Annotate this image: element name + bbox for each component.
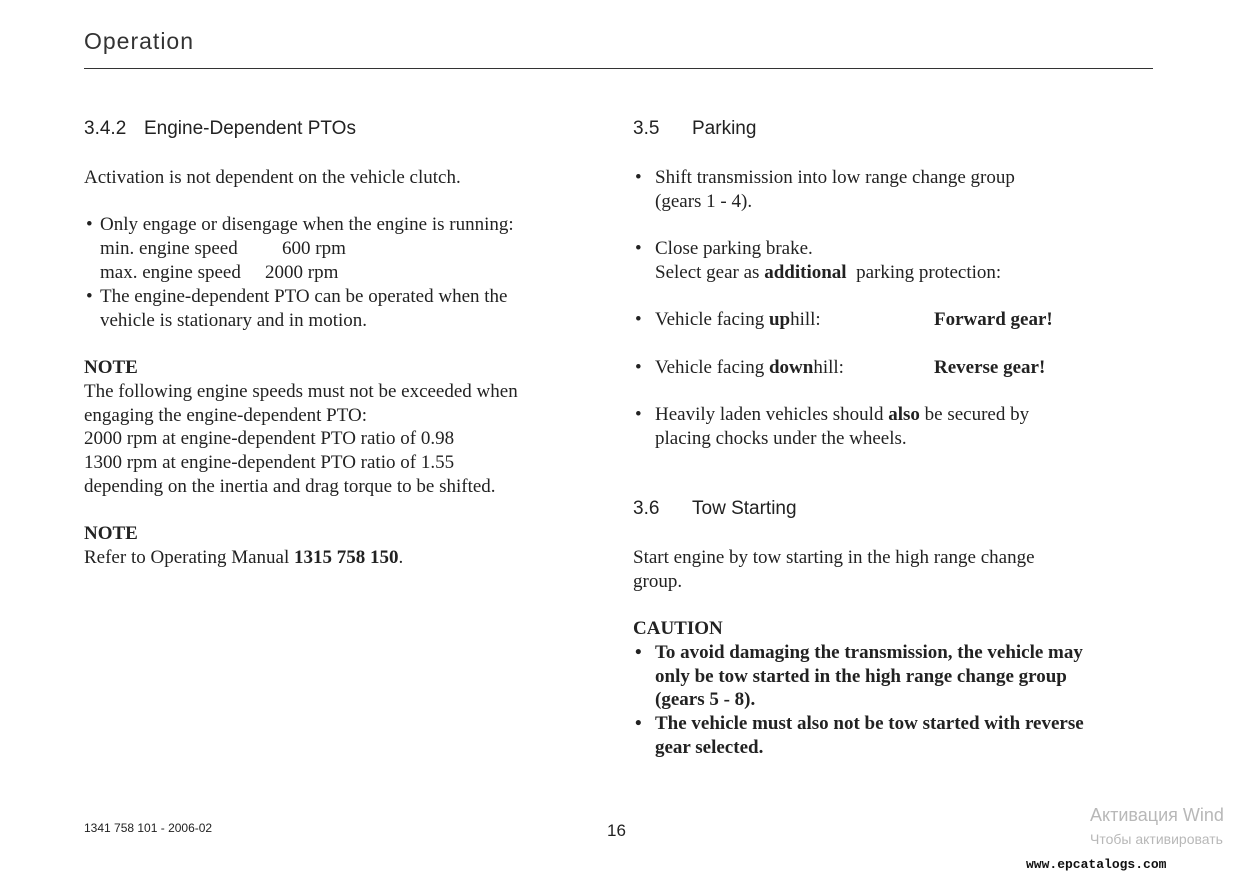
bullet2-line1: The engine-dependent PTO can be operated when the (100, 286, 508, 307)
max-speed-value: 2000 rpm (265, 262, 339, 283)
note1-line4: 1300 rpm at engine-dependent PTO ratio of 1.55 (84, 452, 455, 473)
b3-prefix: Vehicle facing (655, 309, 769, 330)
bullet-marker: • (635, 357, 642, 378)
b5-suffix: be secured by (919, 404, 1030, 425)
note2-label: NOTE (84, 523, 138, 544)
parking-b5-line1 (655, 403, 1029, 427)
forward-gear-result: Forward gear! (934, 309, 1053, 330)
caution2-line2: gear selected. (655, 737, 764, 758)
tow-intro-line2: group. (633, 571, 683, 592)
min-speed-label: min. engine speed (100, 238, 238, 259)
caution1-line3: (gears 5 - 8). (655, 689, 756, 710)
section-number-3-5: 3.5 (633, 118, 660, 139)
reverse-gear-result: Reverse gear! (934, 357, 1046, 378)
note2-text (84, 546, 403, 570)
bullet-marker: • (635, 238, 642, 259)
b5-bold: also (888, 404, 920, 425)
min-speed-value: 600 rpm (282, 238, 346, 259)
caution1-line1: To avoid damaging the transmission, the vehicle may (655, 642, 1083, 663)
note1-line1: The following engine speeds must not be exceeded when (84, 381, 518, 402)
bullet-marker: • (635, 404, 642, 425)
note2-suffix: . (398, 547, 404, 568)
bullet2-line2: vehicle is stationary and in motion. (100, 310, 368, 331)
b4-bold: down (768, 357, 814, 378)
bullet-marker: • (635, 167, 642, 188)
section-title-engine-dependent-ptos: Engine-Dependent PTOs (144, 118, 356, 139)
parking-b5-line2: placing chocks under the wheels. (655, 428, 907, 449)
section-number-3-4-2: 3.4.2 (84, 118, 127, 139)
section-number-3-6: 3.6 (633, 498, 660, 519)
bullet-marker: • (86, 214, 93, 235)
bullet1-line1: Only engage or disengage when the engine is running: (100, 214, 514, 235)
parking-b2-line2 (655, 261, 1001, 285)
site-url[interactable]: www.epcatalogs.com (1026, 857, 1167, 872)
intro-text: Activation is not dependent on the vehicle clutch. (84, 167, 461, 188)
note1-label: NOTE (84, 357, 138, 378)
page-header-title: Operation (84, 28, 195, 54)
b4-prefix: Vehicle facing (655, 357, 769, 378)
section-title-tow-starting: Tow Starting (692, 498, 797, 519)
caution2-line1: The vehicle must also not be tow started with reverse (655, 713, 1084, 734)
document-code: 1341 758 101 - 2006-02 (84, 821, 213, 835)
parking-b1-line2: (gears 1 - 4). (655, 191, 753, 212)
note1-line5: depending on the inertia and drag torque to be shifted. (84, 476, 496, 497)
note1-line2: engaging the engine-dependent PTO: (84, 405, 367, 426)
tow-intro-line1: Start engine by tow starting in the high range change (633, 547, 1035, 568)
parking-b3-text (655, 308, 821, 332)
b2-prefix: Select gear as (655, 262, 765, 283)
note2-prefix: Refer to Operating Manual (84, 547, 294, 568)
bullet-marker: • (635, 713, 642, 734)
caution1-line2: only be tow started in the high range change group (655, 666, 1067, 687)
windows-activation-watermark-line1: Активация Wind (1090, 805, 1224, 825)
b3-suffix: hill: (790, 309, 821, 330)
parking-b4-text (655, 356, 844, 380)
b2-suffix: parking protection: (846, 262, 1002, 283)
bullet-marker: • (635, 642, 642, 663)
caution-label: CAUTION (633, 618, 723, 639)
b2-bold: additional (764, 262, 847, 283)
parking-b2-line1: Close parking brake. (655, 238, 813, 259)
bullet-marker: • (635, 309, 642, 330)
manual-number: 1315 758 150 (293, 547, 399, 568)
bullet-marker: • (86, 286, 93, 307)
b5-prefix: Heavily laden vehicles should (655, 404, 889, 425)
windows-activation-watermark-line2: Чтобы активировать (1090, 831, 1223, 847)
parking-b1-line1: Shift transmission into low range change group (655, 167, 1015, 188)
section-title-parking: Parking (692, 118, 757, 139)
b3-bold: up (768, 309, 791, 330)
page-number: 16 (607, 821, 626, 840)
header-divider (84, 68, 1153, 69)
b4-suffix: hill: (813, 357, 844, 378)
note1-line3: 2000 rpm at engine-dependent PTO ratio of 0.98 (84, 428, 455, 449)
max-speed-label: max. engine speed (100, 262, 241, 283)
